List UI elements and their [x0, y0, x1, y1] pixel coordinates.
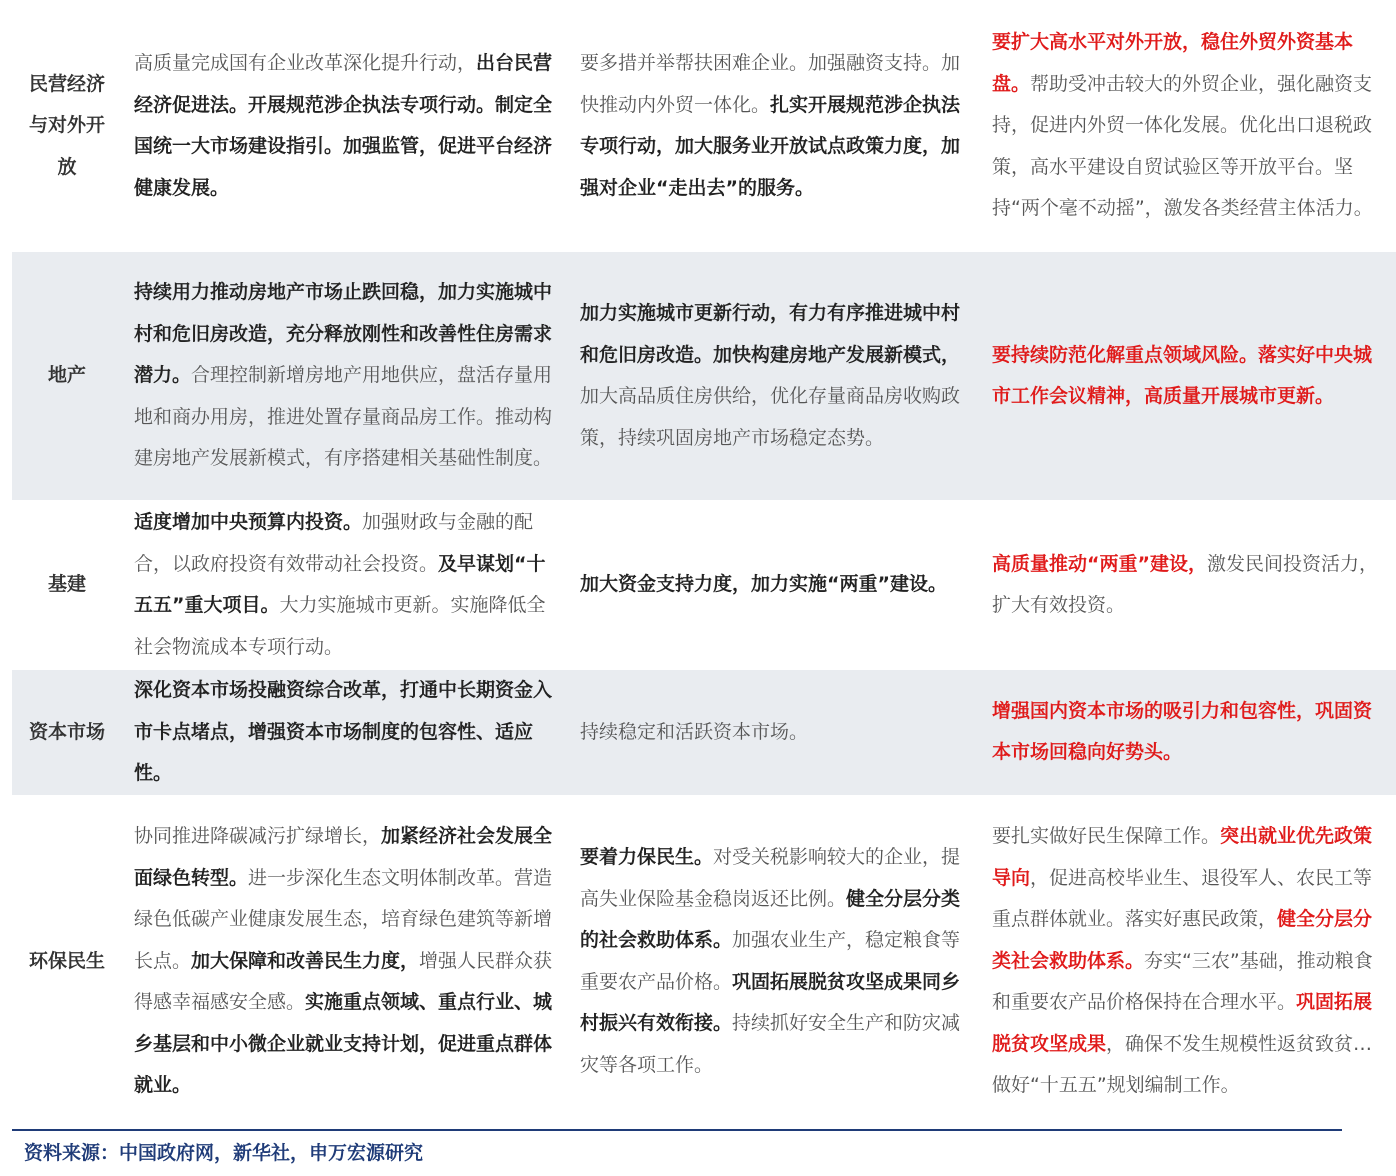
cell-col2: [568, 795, 984, 1129]
table-row-environment-livelihood: [12, 795, 1396, 1129]
table-row-capital-market: [12, 670, 1396, 795]
table-row-private-economy: [12, 0, 1396, 252]
text-segment: 突出就业优先政策导向: [992, 825, 1373, 889]
cell-col1: [122, 795, 568, 1129]
text-segment: 高质量完成国有企业改革深化提升行动，: [134, 52, 477, 74]
text-segment: 持续稳定和活跃资本市场。: [580, 720, 809, 743]
cell-col3: [984, 0, 1396, 252]
cell-col3: [984, 500, 1396, 670]
cell-col1: [122, 500, 568, 670]
text-segment: 巩固拓展脱贫攻坚成果: [992, 991, 1373, 1055]
text-segment: 巩固拓展脱贫攻坚成果同乡村振兴有效衔接。: [580, 970, 961, 1034]
source-note: 资料来源：中国政府网，新华社，申万宏源研究: [24, 1142, 424, 1164]
text-segment: 帮助受冲击较大的外贸企业，强化融资支持，促进内外贸一体化发展。优化出口退税政策，高水平建设自贸试验区等开放平台。坚持“两个毫不动摇”，激发各类经营主体活力。: [992, 72, 1373, 220]
text-segment: 健全分层分类社会救助体系。: [992, 908, 1373, 972]
text-segment: 进一步深化生态文明体制改革。营造绿色低碳产业健康发展生态，培育绿色建筑等新增长点。: [134, 866, 553, 972]
cell-col1: [122, 0, 568, 252]
text-segment: 加强农业生产，稳定粮食等重要农产品价格。: [580, 929, 961, 993]
text-segment: 要扎实做好民生保障工作。: [992, 825, 1221, 848]
text-segment: 增强国内资本市场的吸引力和包容性，巩固资本市场回稳向好势头。: [992, 699, 1373, 764]
text-segment: 加紧经济社会发展全面绿色转型。: [134, 825, 553, 889]
cell-col3: [984, 670, 1396, 795]
table-row-real-estate: [12, 252, 1396, 500]
cell-col2: [568, 670, 984, 795]
row-category: [12, 670, 122, 795]
cell-col2: [568, 252, 984, 500]
text-segment: 夯实“三农”基础，推动粮食和重要农产品价格保持在合理水平。: [992, 949, 1373, 1014]
text-segment: 扎实开展规范涉企执法专项行动，加大服务业开放试点政策力度，加强对企业“走出去”的服务。: [580, 93, 961, 199]
text-segment: 要持续防范化解重点领域风险。落实好中央城市工作会议精神，高质量开展城市更新。: [992, 343, 1373, 407]
cell-col1: [122, 252, 568, 500]
cell-col2: [568, 0, 984, 252]
table-row-infrastructure: [12, 500, 1396, 670]
text-segment: 对受关税影响较大的企业，提高失业保险基金稳岗返还比例。: [580, 846, 961, 910]
text-segment: 及早谋划“十五五”重大项目。: [134, 552, 546, 616]
text-segment: 出台民营经济促进法。开展规范涉企执法专项行动。制定全国统一大市场建设指引。加强监管，促进平台经济健康发展。: [134, 52, 553, 199]
row-category: [12, 795, 122, 1129]
text-segment: ，促进高校毕业生、退役军人、农民工等重点群体就业。落实好惠民政策，: [992, 866, 1373, 931]
text-segment: 高质量推动“两重”建设，: [992, 552, 1207, 575]
text-segment: 要着力保民生。: [580, 846, 714, 868]
text-segment: 协同推进降碳减污扩绿增长，: [134, 825, 382, 848]
text-segment: 加力实施城市更新行动，有力有序推进城中村和危旧房改造。加快构建房地产发展新模式，: [580, 302, 961, 366]
text-segment: ，确保不发生规模性返贫致贫…做好“十五五”规划编制工作。: [992, 1032, 1373, 1097]
text-segment: 持续用力推动房地产市场止跌回稳，加力实施城中村和危旧房改造，充分释放刚性和改善性住房需求潜力。: [134, 281, 553, 387]
row-category: [12, 500, 122, 670]
text-segment: 要扩大高水平对外开放，稳住外贸外资基本盘。: [992, 31, 1354, 95]
category-label: 民营经济与对外开放: [28, 72, 105, 178]
text-segment: 合理控制新增房地产用地供应，盘活存量用地和商办用房，推进处置存量商品房工作。推动构建房地产发展新模式，有序搭建相关基础性制度。: [134, 364, 553, 470]
text-segment: 实施重点领域、重点行业、城乡基层和中小微企业就业支持计划，促进重点群体就业。: [134, 991, 553, 1097]
cell-col2: [568, 500, 984, 670]
text-segment: 健全分层分类的社会救助体系。: [580, 887, 961, 951]
category-label: 地产: [47, 364, 86, 387]
category-label: 资本市场: [28, 720, 105, 743]
text-segment: 要多措并举帮扶困难企业。加强融资支持。加快推动内外贸一体化。: [580, 52, 961, 116]
text-segment: 加强财政与金融的配合，以政府投资有效带动社会投资。: [134, 511, 534, 575]
category-label: 环保民生: [28, 949, 105, 972]
category-label: 基建: [47, 573, 86, 596]
policy-table: [12, 0, 1396, 1129]
text-segment: 激发民间投资活力，扩大有效投资。: [992, 552, 1378, 616]
text-segment: 加大资金支持力度，加力实施“两重”建设。: [580, 573, 947, 596]
text-segment: 加大高品质住房供给，优化存量商品房收购政策，持续巩固房地产市场稳定态势。: [580, 385, 961, 449]
text-segment: 深化资本市场投融资综合改革，打通中长期资金入市卡点堵点，增强资本市场制度的包容性、适应性。: [134, 679, 553, 784]
text-segment: 适度增加中央预算内投资。: [134, 511, 363, 533]
cell-col1: [122, 670, 568, 795]
text-segment: 增强人民群众获得感幸福感安全感。: [134, 949, 553, 1014]
cell-col3: [984, 252, 1396, 500]
text-segment: 持续抓好安全生产和防灾减灾等各项工作。: [580, 1012, 961, 1076]
bottom-divider: [12, 1129, 1342, 1131]
text-segment: 加大保障和改善民生力度，: [191, 949, 420, 972]
row-category: [12, 252, 122, 500]
text-segment: 大力实施城市更新。实施降低全社会物流成本专项行动。: [134, 594, 546, 658]
row-category: [12, 0, 122, 252]
cell-col3: [984, 795, 1396, 1129]
